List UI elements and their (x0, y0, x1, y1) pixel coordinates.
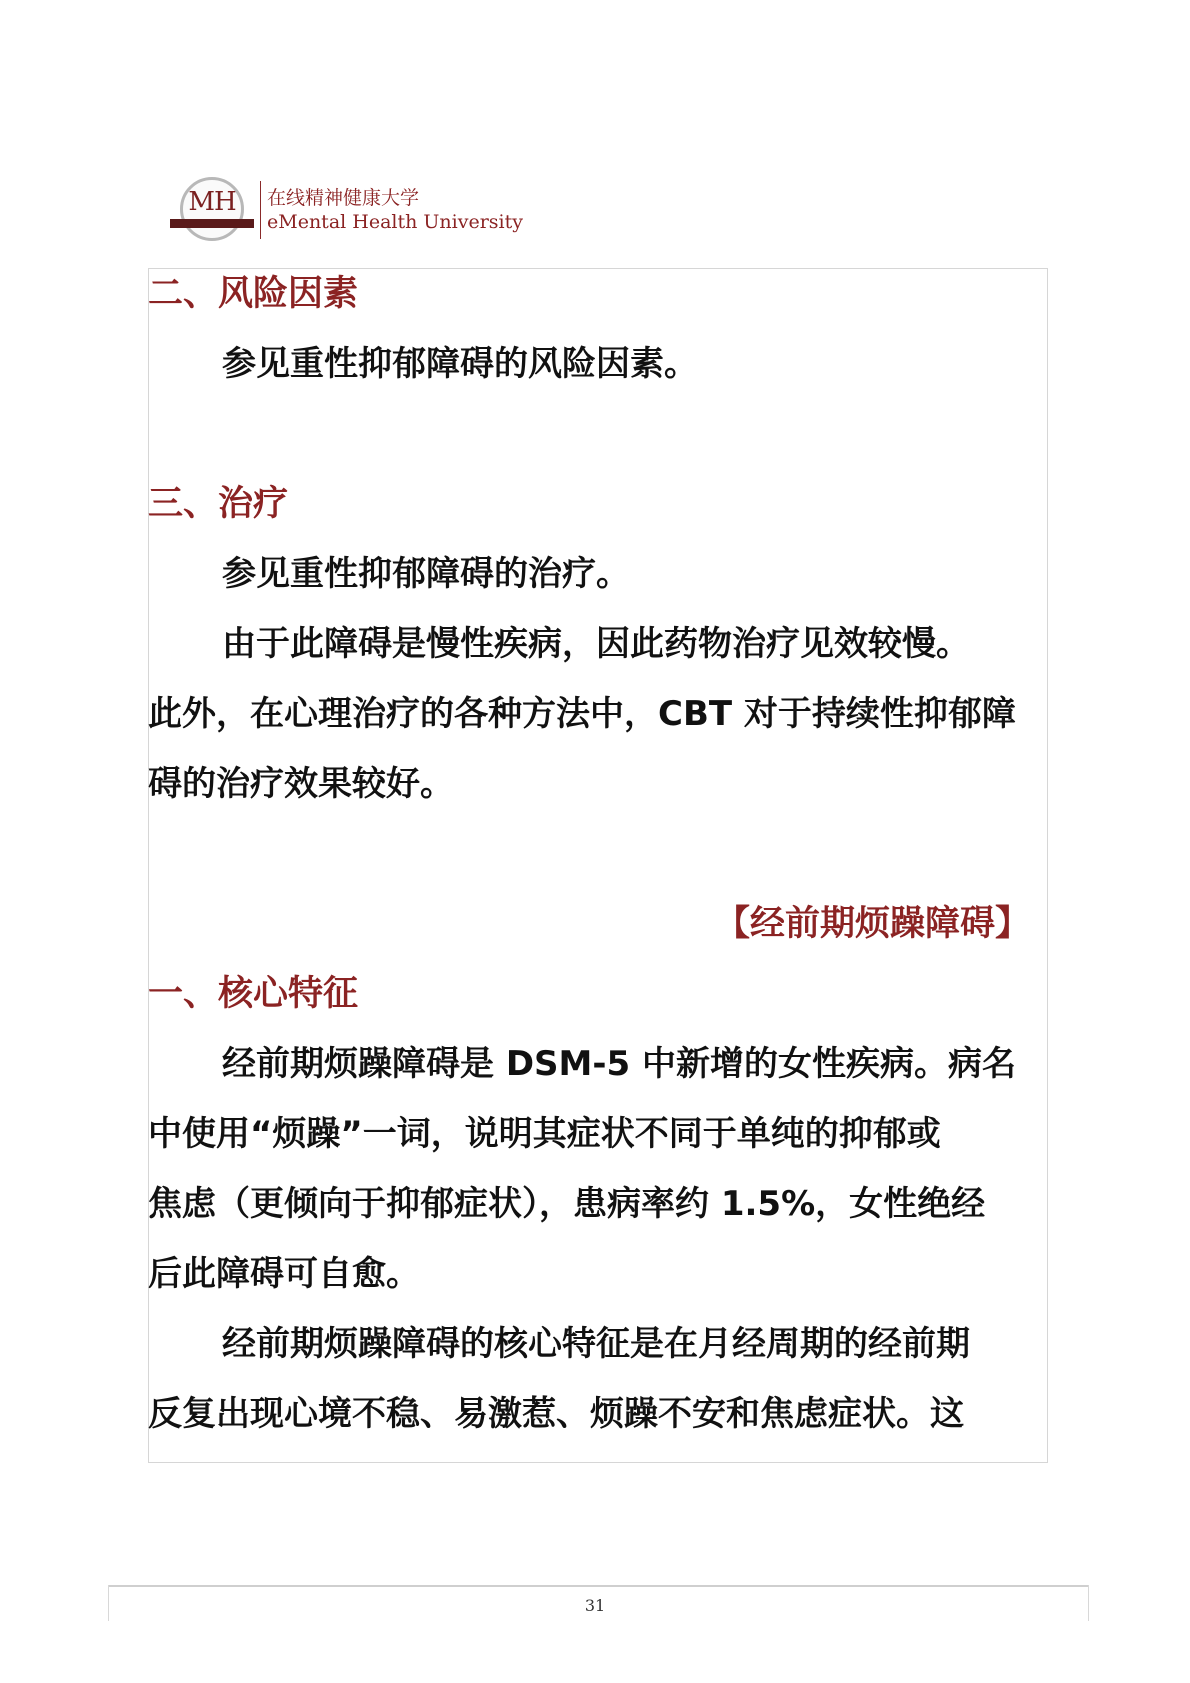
core-paragraph-1-line-3: 焦虑（更倾向于抑郁症状），患病率约 1.5%，女性绝经 (148, 1184, 986, 1224)
core-paragraph-2-line-1: 经前期烦躁障碍的核心特征是在月经周期的经前期 (222, 1324, 970, 1364)
risk-heading: 二、风险因素 (148, 274, 359, 314)
disorder-title: 【经前期烦躁障碍】 (714, 904, 1030, 944)
core-heading: 一、核心特征 (148, 974, 359, 1014)
logo-mark: MH (188, 187, 236, 217)
treatment-paragraph-2-line-2: 此外，在心理治疗的各种方法中，CBT 对于持续性抑郁障 (148, 694, 1016, 734)
risk-text: 参见重性抑郁障碍的风险因素。 (222, 344, 698, 384)
org-name-en: eMental Health University (267, 211, 523, 233)
treatment-heading: 三、治疗 (148, 484, 289, 524)
core-paragraph-2-line-2: 反复出现心境不稳、易激惹、烦躁不安和焦虑症状。这 (148, 1394, 964, 1434)
core-paragraph-1-line-4: 后此障碍可自愈。 (148, 1254, 420, 1294)
org-name (267, 186, 523, 234)
university-logo (170, 175, 250, 245)
logo-band (170, 219, 254, 228)
footer-rule (108, 1585, 1088, 1587)
page-number: 31 (584, 1596, 606, 1615)
core-paragraph-1-line-1: 经前期烦躁障碍是 DSM-5 中新增的女性疾病。病名 (222, 1044, 1016, 1084)
core-paragraph-1-line-2: 中使用“烦躁”一词，说明其症状不同于单纯的抑郁或 (148, 1114, 941, 1154)
header-divider (260, 181, 261, 239)
org-name-cn: 在线精神健康大学 (267, 187, 420, 209)
treatment-paragraph-1: 参见重性抑郁障碍的治疗。 (222, 554, 630, 594)
treatment-paragraph-2-line-3: 碍的治疗效果较好。 (148, 764, 454, 804)
page-header (170, 170, 523, 250)
treatment-paragraph-2-line-1: 由于此障碍是慢性疾病，因此药物治疗见效较慢。 (222, 624, 970, 664)
